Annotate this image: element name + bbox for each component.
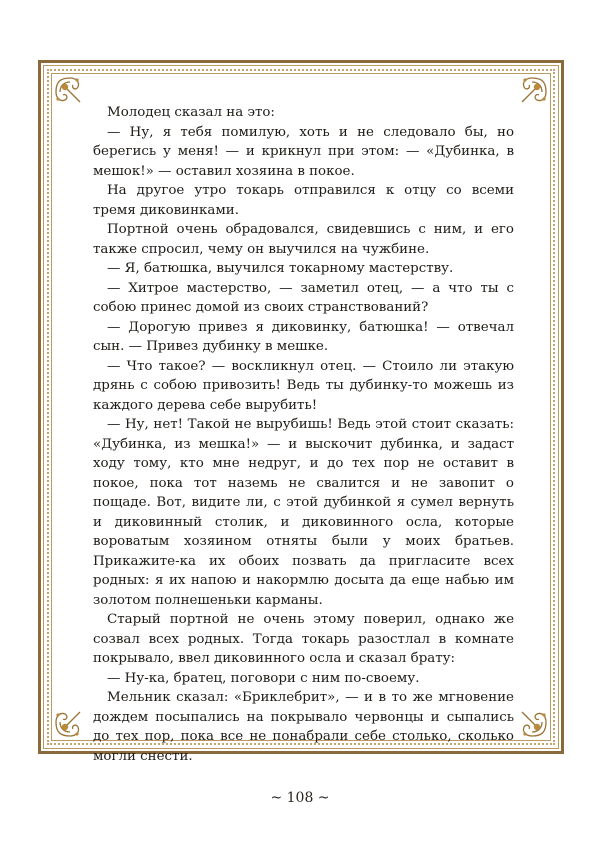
paragraph: — Ну, я тебя помилую, хоть и не следовало бы, но берегись у меня! — и крикнул при этом: — «Дубинка, в мешок!» — оставил хозяина в покое. xyxy=(93,124,514,179)
paragraph: Молодец сказал на это: xyxy=(107,105,275,120)
paragraph: — Ну-ка, братец, поговори с ним по-своему. xyxy=(107,670,420,686)
paragraph: — Ну, нет! Такой не вырубишь! Ведь этой стоит сказать: «Дубинка, из мешка!» — и выскочит дубинка, и задаст ходу тому, кто мне недруг, и до тех пор не оставит в покое, пока тот наземь не свалится и не завопит о пощаде. Вот, видите ли, с этой дубинкой я сумел вернуть и диковинный столик, и диковинного осла, которые вороватым хозяином отняты были у моих братьев. Прикажите-ка их обоих позвать да пригласите всех родных: я их напою и накормлю досыта да еще набью им золотом полнешеньки карманы. xyxy=(93,417,514,608)
corner-ornament-icon xyxy=(50,72,90,112)
paragraph: — Хитрое мастерство, — заметил отец, — а что ты с собою принес домой из своих странствований? xyxy=(93,280,514,315)
page-number: ~ 108 ~ xyxy=(270,790,330,806)
paragraph: — Дорогую привез я диковинку, батюшка! — отвечал сын. — Привез дубинку в мешке. xyxy=(93,319,514,354)
corner-ornament-icon xyxy=(512,72,552,112)
paragraph: Мельник сказал: «Бриклебрит», — и в то же мгновение дождем посыпались на покрывало червонцы и сыпались до тех пор, пока все не понабрали себе столько, сколько могли снести. xyxy=(93,690,514,764)
paragraph: — Что такое? — воскликнул отец. — Стоило ли этакую дрянь с собою привозить! Ведь ты дубинку-то можешь из каждого дерева себе вырубить! xyxy=(93,358,514,413)
paragraph: Старый портной не очень этому поверил, однако же созвал всех родных. Тогда токарь разостлал в комнате покрывало, ввел диковинного осла и сказал брату: xyxy=(93,612,514,666)
paragraph: На другое утро токарь отправился к отцу со всеми тремя диковинками. xyxy=(93,183,514,218)
corner-ornament-icon xyxy=(50,702,90,742)
paragraph: — Я, батюшка, выучился токарному мастерству. xyxy=(107,261,454,276)
corner-ornament-icon xyxy=(512,702,552,742)
story-text xyxy=(93,103,514,766)
paragraph: Портной очень обрадовался, свидевшись с ним, и его также спросил, чему он выучился на чужбине. xyxy=(93,222,514,257)
